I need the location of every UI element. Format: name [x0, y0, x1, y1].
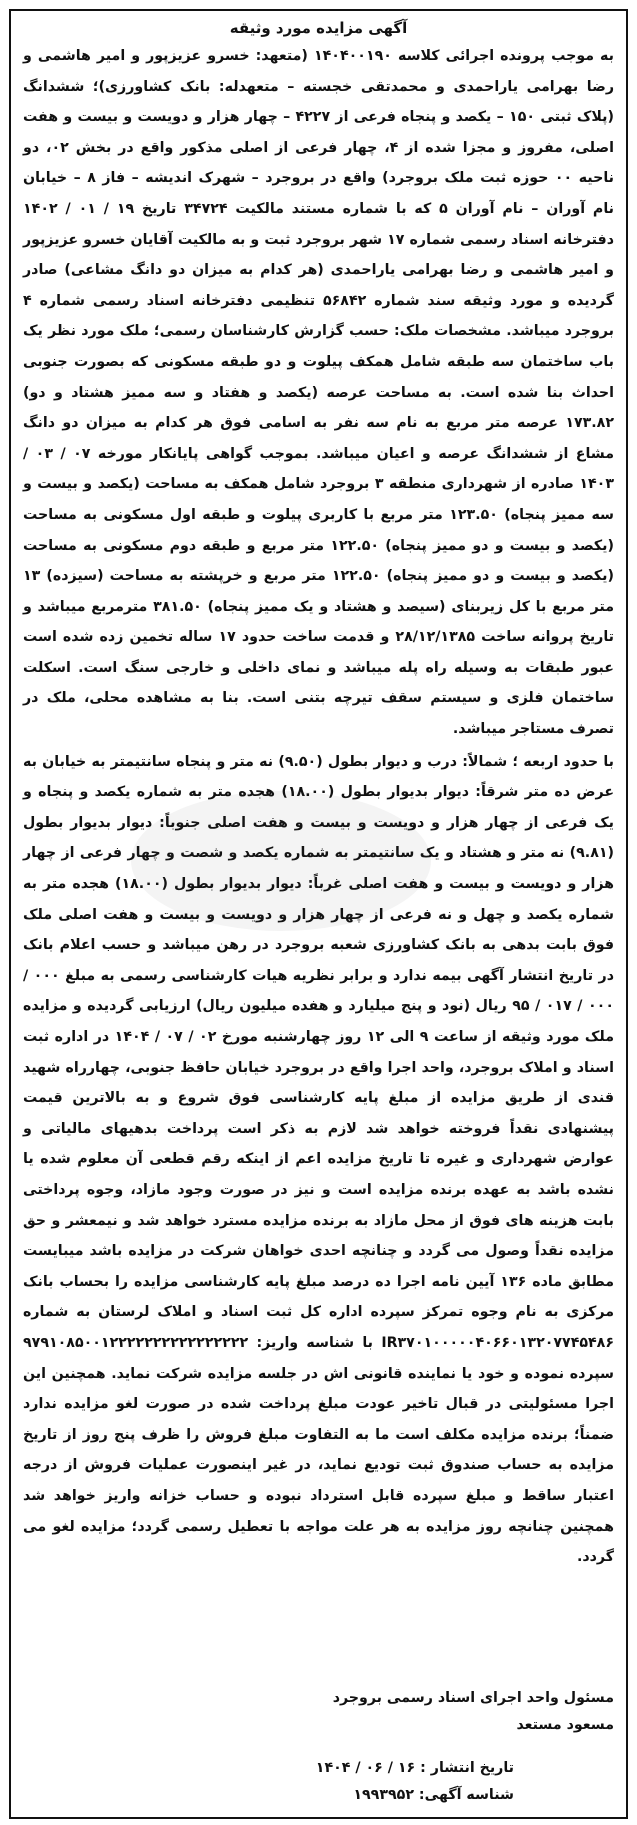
footer — [23, 1685, 614, 1809]
notice-box — [9, 9, 628, 1819]
notice-title: آگهی مزایده مورد وثیقه — [229, 19, 408, 37]
signature-name: مسعود مستعد — [516, 1717, 614, 1733]
watermark-stamp — [131, 791, 431, 931]
signature-role: مسئول واحد اجرای اسناد رسمی بروجرد — [332, 1690, 614, 1706]
paragraph-boundaries-and-terms: با حدود اربعه ؛ شمالاً: درب و دیوار بطول (۹.۵۰) نه متر و پنجاه سانتیمتر به خیابان به عرض ده متر شرقاً: دیوار بدیوار بطول (۱۸.۰۰) هجده متر به شماره یکصد و پنجاه و یک فرعی از چهار هزار و دویست و بیست و هفت اصلی جنوباً: دیوار بدیوار بطول (۹.۸۱) نه متر و هشتاد و یک سانتیمتر به شماره یکصد و شصت و چهار فرعی از چهار هزار و دویست و بیست و هفت اصلی غرباً: دیوار بدیوار بطول (۱۸.۰۰) هجده متر به شماره یکصد و چهل و نه فرعی از چهار هزار و دویست و بیست و هفت اصلی ملک فوق بابت بدهی به بانک کشاورزی شعبه بروجرد در رهن میباشد و حسب اعلام بانک در تاریخ انتشار آگهی بیمه ندارد و برابر نظریه هیات کارشناسی رسمی به مبلغ ۰۰۰ / ۰۰۰ / ۰۱۷ / ۹۵ ریال (نود و پنج میلیارد و هفده میلیون ریال) ارزیابی گردیده و مزایده ملک مورد وثیقه از ساعت ۹ الی ۱۲ روز چهارشنبه مورخ ۰۲ / ۰۷ / ۱۴۰۴ در اداره ثبت اسناد و املاک بروجرد، واحد اجرا واقع در بروجرد خیابان حافظ جنوبی، چهارراه شهید قندی از طریق مزایده از مبلغ پایه کارشناسی فوق شروع و به بالاترین قیمت پیشنهادی نقداً فروخته خواهد شد لازم به ذکر است پرداخت بدهیهای مالیاتی و عوارض شهرداری و غیره تا تاریخ مزایده اعم از اینکه رقم قطعی آن معلوم شده یا نشده باشد به عهده برنده مزایده است و نیز در صورت وجود مازاد، وجوه پرداختی بابت هزینه های فوق از محل مازاد به برنده مزایده مسترد خواهد شد و نیمعشر و حق مزایده نقداً وصول می گردد و چنانچه احدی خواهان شرکت در مزایده باشد میبایست مطابق ماده ۱۳۶ آیین نامه اجرا ده درصد مبلغ پایه کارشناسی مزایده را بحساب بانک مرکزی به نام وجوه تمرکز سپرده اداره کل ثبت اسناد و املاک لرستان به شماره IR۳۷۰۱۰۰۰۰۰۴۰۶۶۰۱۳۲۰۷۷۴۵۴۸۶ با شناسه واریز: ۹۷۹۱۰۸۵۰۰۱۲۲۲۲۲۲۲۲۲۲۲۲۲۲۲۲ سپرده نموده و خود یا نماینده قانونی اش در جلسه مزایده شرکت نماید. همچنین این اجرا مسئولیتی در قبال تاخیر عودت مبلغ پرداخت شده در صورت لغو مزایده ندارد ضمناً؛ برنده مزایده مکلف است ما به التفاوت مبلغ فروش را ظرف پنج روز از تاریخ مزایده به حساب صندوق ثبت تودیع نماید، در غیر اینصورت عملیات فروش از درجه اعتبار ساقط و مبلغ سپرده قابل استرداد نبوده و حساب خزانه واریز خواهد شد همچنین چنانچه روز مزایده به هر علت مواجه با تعطیل رسمی گردد؛ مزایده لغو می گردد. — [23, 753, 615, 1566]
publication-date: تاریخ انتشار : ۱۶ / ۰۶ / ۱۴۰۴ — [315, 1760, 514, 1776]
notice-id: شناسه آگهی: ۱۹۹۳۹۵۲ — [353, 1787, 514, 1803]
paragraph-property-description: به موجب پرونده اجرائی کلاسه ۱۴۰۴۰۰۱۹۰ (متعهد: خسرو عزیزپور و امیر هاشمی و رضا بهرامی یاراحمدی و محمدتقی خجسته – متعهدله: بانک کشاورزی)؛ ششدانگ (پلاک ثبتی ۱۵۰ – یکصد و پنجاه فرعی از ۴۲۲۷ – چهار هزار و دویست و بیست و هفت اصلی، مفروز و مجزا شده از ۴، چهار فرعی از اصلی مذکور واقع در بخش ۰۲، دو ناحیه ۰۰ حوزه ثبت ملک بروجرد) واقع در بروجرد – شهرک اندیشه – فاز ۸ – خیابان نام آوران – نام آوران ۵ که با شماره مستند مالکیت ۳۴۷۲۴ تاریخ ۱۹ / ۰۱ / ۱۴۰۲ دفترخانه اسناد رسمی شماره ۱۷ شهر بروجرد ثبت و به مالکیت آقایان خسرو عزیزپور و امیر هاشمی و رضا بهرامی یاراحمدی (هر کدام به میزان دو دانگ مشاعی) صادر گردیده و مورد وثیقه سند شماره ۵۶۸۴۲ تنظیمی دفترخانه اسناد رسمی شماره ۴ بروجرد میباشد. مشخصات ملک: حسب گزارش کارشناسان رسمی؛ ملک مورد نظر یک باب ساختمان سه طبقه شامل همکف پیلوت و دو طبقه مسکونی که بصورت جنوبی احداث بنا شده است. به مساحت عرصه (یکصد و هفتاد و سه ممیز هشتاد و دو) ۱۷۳.۸۲ عرصه متر مربع به نام سه نفر به اسامی فوق هر کدام به میزان دو دانگ مشاع از ششدانگ عرصه و اعیان میباشد. بموجب گواهی پایانکار مورخه ۰۷ / ۰۳ / ۱۴۰۳ صادره از شهرداری منطقه ۳ بروجرد شامل همکف به مساحت (یکصد و بیست و سه ممیز پنجاه) ۱۲۳.۵۰ متر مربع با کاربری پیلوت و طبقه اول مسکونی به مساحت (یکصد و بیست و دو ممیز پنجاه) ۱۲۲.۵۰ متر مربع و طبقه دوم مسکونی به مساحت (یکصد و بیست و دو ممیز پنجاه) ۱۲۲.۵۰ متر مربع و خرپشته به مساحت (سیزده) ۱۳ متر مربع با کل زیربنای (سیصد و هشتاد و یک ممیز پنجاه) ۳۸۱.۵۰ مترمربع میباشد و تاریخ پروانه ساخت ۲۸/۱۲/۱۳۸۵ و قدمت ساخت حدود ۱۷ ساله تخمین زده شده است عبور طبقات به وسیله راه پله میباشد و نمای داخلی و خارجی سنگ است. اسکلت ساختمان فلزی و سیستم سقف تیرچه بتنی است. بنا به مشاهده محلی، ملک در تصرف مستاجر میباشد. — [23, 48, 615, 738]
